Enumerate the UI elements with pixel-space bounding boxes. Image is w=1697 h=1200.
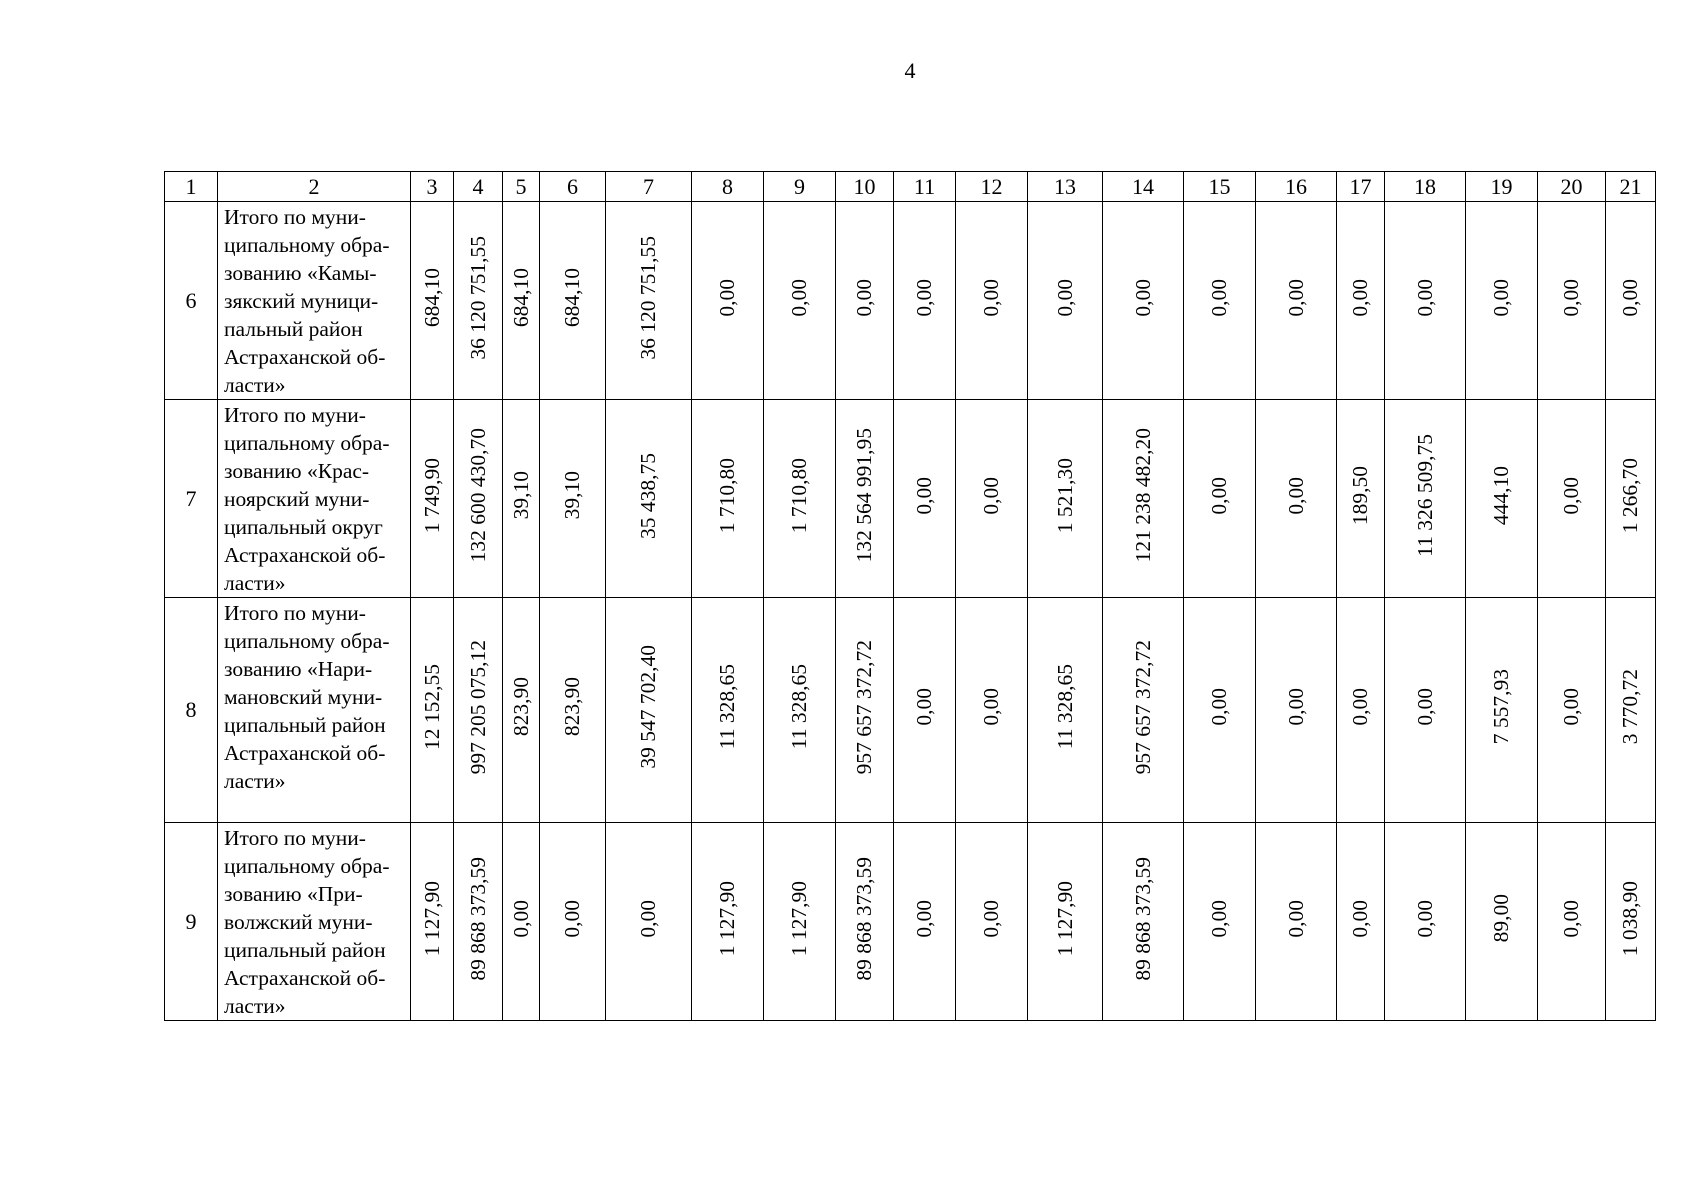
value-text: 0,00: [1130, 278, 1155, 317]
value-text: 684,10: [560, 267, 584, 328]
value-cell: [1466, 400, 1538, 598]
value-cell: [836, 202, 894, 400]
value-text: 1 127,90: [1052, 880, 1077, 957]
value-text: 0,00: [508, 899, 533, 938]
value-text: 132 564 991,95: [852, 428, 876, 563]
value-text: 89 868 373,59: [1130, 856, 1155, 981]
table-row: [165, 823, 1656, 1021]
value-text: 0,00: [715, 278, 739, 317]
value-cell: [1466, 202, 1538, 400]
value-cell: [1184, 823, 1256, 1021]
value-text: 444,10: [1489, 465, 1513, 526]
column-header: 12: [956, 172, 1028, 202]
value-text: 39 547 702,40: [636, 645, 660, 769]
column-header: 21: [1606, 172, 1656, 202]
value-text: 11 328,65: [1052, 664, 1077, 750]
value-text: 1 749,90: [419, 457, 444, 534]
column-header: 9: [764, 172, 836, 202]
value-text: 1 710,80: [787, 457, 811, 534]
value-text: 0,00: [1283, 476, 1308, 515]
column-header: 4: [454, 172, 503, 202]
value-cell: [1256, 202, 1337, 400]
value-text: 997 205 075,12: [465, 639, 490, 775]
value-cell: [1337, 823, 1385, 1021]
value-text: 0,00: [979, 899, 1003, 938]
value-cell: [1385, 202, 1466, 400]
page-number: 4: [904, 58, 916, 83]
value-text: 0,00: [912, 688, 936, 726]
value-cell: [606, 823, 692, 1021]
value-cell: [764, 598, 836, 823]
column-header: 15: [1184, 172, 1256, 202]
value-cell: [1466, 823, 1538, 1021]
value-cell: [606, 400, 692, 598]
value-text: 1 521,30: [1052, 457, 1077, 534]
value-text: 35 438,75: [636, 452, 660, 539]
value-text: 11 326 509,75: [1412, 434, 1437, 557]
municipality-name-cell: Итого по муни- ципальному обра- зованию «Крас- ноярский муни- ципальный округ Астраханской об- ласти»: [218, 400, 411, 598]
value-cell: [956, 400, 1028, 598]
value-cell: [540, 400, 606, 598]
value-text: 36 120 751,55: [636, 235, 660, 360]
value-cell: [1256, 400, 1337, 598]
value-text: 1 710,80: [715, 457, 739, 534]
value-text: 0,00: [1559, 476, 1583, 515]
municipality-name-cell: Итого по муни- ципальному обра- зованию «Камы- зякский муници- пальный район Астраханской об- ласти»: [218, 202, 411, 400]
value-cell: [692, 202, 764, 400]
municipality-name-cell: Итого по муни- ципальному обра- зованию «Нари- мановский муни- ципальный район Астраханской об- ласти»: [218, 598, 411, 823]
value-cell: [411, 400, 454, 598]
value-cell: [411, 598, 454, 823]
value-cell: [1337, 202, 1385, 400]
value-cell: [454, 598, 503, 823]
column-header: 8: [692, 172, 764, 202]
column-number-row: [165, 172, 1656, 202]
column-header: 14: [1103, 172, 1184, 202]
value-cell: [1028, 400, 1103, 598]
value-text: 0,00: [1559, 899, 1583, 938]
column-header: 10: [836, 172, 894, 202]
value-text: 1 127,90: [715, 880, 739, 957]
value-text: 0,00: [1283, 278, 1308, 317]
column-header: 7: [606, 172, 692, 202]
value-text: 957 657 372,72: [1130, 639, 1155, 775]
value-cell: [692, 823, 764, 1021]
value-cell: [1028, 598, 1103, 823]
value-text: 0,00: [560, 899, 584, 938]
value-text: 823,90: [560, 677, 584, 737]
column-header: 6: [540, 172, 606, 202]
value-cell: [1538, 598, 1606, 823]
value-cell: [836, 400, 894, 598]
value-cell: [454, 400, 503, 598]
column-header: 2: [218, 172, 411, 202]
value-text: 957 657 372,72: [852, 639, 876, 775]
value-text: 89,00: [1489, 894, 1513, 943]
value-text: 0,00: [636, 899, 660, 938]
value-text: 0,00: [1618, 278, 1642, 317]
column-header: 19: [1466, 172, 1538, 202]
value-cell: [894, 400, 956, 598]
value-text: 0,00: [852, 278, 876, 317]
value-cell: [1538, 202, 1606, 400]
value-text: 121 238 482,20: [1130, 428, 1155, 563]
value-cell: [1606, 202, 1656, 400]
value-cell: [692, 598, 764, 823]
municipality-name-cell: Итого по муни- ципальному обра- зованию «При- волжский муни- ципальный район Астраханской об- ласти»: [218, 823, 411, 1021]
value-cell: [1028, 202, 1103, 400]
value-cell: [606, 598, 692, 823]
value-cell: [1337, 400, 1385, 598]
value-text: 1 038,90: [1618, 880, 1642, 957]
value-cell: [1103, 202, 1184, 400]
value-text: 39,10: [508, 471, 533, 520]
value-cell: [764, 202, 836, 400]
column-header: 1: [165, 172, 218, 202]
value-text: 1 266,70: [1618, 457, 1642, 534]
value-text: 0,00: [912, 278, 936, 317]
value-cell: [1606, 400, 1656, 598]
value-cell: [1184, 598, 1256, 823]
value-cell: [1385, 400, 1466, 598]
value-text: 0,00: [979, 476, 1003, 515]
value-text: 36 120 751,55: [465, 235, 490, 360]
value-cell: [606, 202, 692, 400]
value-text: 0,00: [979, 278, 1003, 317]
value-cell: [894, 202, 956, 400]
value-text: 7 557,93: [1489, 669, 1513, 745]
row-number-cell: 6: [165, 202, 218, 400]
value-cell: [956, 823, 1028, 1021]
value-text: 0,00: [979, 688, 1003, 726]
column-header: 17: [1337, 172, 1385, 202]
value-cell: [836, 823, 894, 1021]
value-text: 132 600 430,70: [465, 428, 490, 563]
value-cell: [503, 823, 540, 1021]
value-cell: [540, 202, 606, 400]
value-text: 0,00: [1412, 899, 1437, 938]
value-cell: [454, 823, 503, 1021]
value-cell: [1028, 823, 1103, 1021]
value-text: 39,10: [560, 471, 584, 520]
value-cell: [1606, 598, 1656, 823]
value-text: 3 770,72: [1618, 669, 1642, 745]
value-text: 0,00: [1207, 899, 1231, 938]
value-text: 1 127,90: [419, 880, 444, 957]
value-text: 0,00: [1348, 899, 1372, 938]
value-cell: [894, 598, 956, 823]
value-cell: [411, 202, 454, 400]
value-text: 0,00: [1052, 278, 1077, 317]
value-text: 0,00: [1412, 688, 1437, 726]
value-cell: [1538, 400, 1606, 598]
data-table: [164, 171, 1656, 1021]
value-cell: [1256, 823, 1337, 1021]
value-cell: [503, 202, 540, 400]
value-text: 684,10: [419, 267, 444, 328]
value-text: 684,10: [508, 267, 533, 328]
column-header: 3: [411, 172, 454, 202]
row-number-cell: 9: [165, 823, 218, 1021]
value-cell: [1385, 823, 1466, 1021]
column-header: 13: [1028, 172, 1103, 202]
value-text: 0,00: [1559, 688, 1583, 726]
value-cell: [1385, 598, 1466, 823]
value-cell: [1103, 598, 1184, 823]
row-number-cell: 7: [165, 400, 218, 598]
value-cell: [503, 400, 540, 598]
value-text: 0,00: [1207, 476, 1231, 515]
value-cell: [692, 400, 764, 598]
column-header: 18: [1385, 172, 1466, 202]
value-text: 0,00: [1207, 688, 1231, 726]
value-text: 0,00: [1348, 688, 1372, 726]
value-text: 0,00: [912, 476, 936, 515]
value-text: 0,00: [787, 278, 811, 317]
table-row: [165, 202, 1656, 400]
value-cell: [1103, 400, 1184, 598]
value-cell: [764, 400, 836, 598]
table-body: [165, 202, 1656, 1021]
value-text: 0,00: [1489, 278, 1513, 317]
value-text: 1 127,90: [787, 880, 811, 957]
value-text: 89 868 373,59: [465, 856, 490, 981]
value-text: 823,90: [508, 677, 533, 737]
value-text: 0,00: [912, 899, 936, 938]
value-cell: [836, 598, 894, 823]
value-cell: [454, 202, 503, 400]
value-cell: [956, 598, 1028, 823]
value-cell: [1466, 598, 1538, 823]
value-cell: [411, 823, 454, 1021]
table-row: [165, 598, 1656, 823]
value-text: 89 868 373,59: [852, 856, 876, 981]
value-text: 0,00: [1412, 278, 1437, 317]
value-cell: [1256, 598, 1337, 823]
value-cell: [1606, 823, 1656, 1021]
value-text: 0,00: [1559, 278, 1583, 317]
value-text: 189,50: [1348, 465, 1372, 526]
column-header: 16: [1256, 172, 1337, 202]
column-header: 11: [894, 172, 956, 202]
value-cell: [540, 598, 606, 823]
value-cell: [503, 598, 540, 823]
column-header: 20: [1538, 172, 1606, 202]
value-text: 11 328,65: [787, 664, 811, 750]
value-text: 0,00: [1348, 278, 1372, 317]
column-header: 5: [503, 172, 540, 202]
row-number-cell: 8: [165, 598, 218, 823]
value-cell: [764, 823, 836, 1021]
value-cell: [540, 823, 606, 1021]
value-cell: [1184, 202, 1256, 400]
value-cell: [1184, 400, 1256, 598]
value-cell: [1538, 823, 1606, 1021]
value-cell: [956, 202, 1028, 400]
value-text: 0,00: [1207, 278, 1231, 317]
value-text: 11 328,65: [715, 664, 739, 750]
value-cell: [1337, 598, 1385, 823]
value-text: 12 152,55: [419, 664, 444, 750]
value-text: 0,00: [1283, 899, 1308, 938]
table-row: [165, 400, 1656, 598]
value-text: 0,00: [1283, 688, 1308, 726]
value-cell: [894, 823, 956, 1021]
value-cell: [1103, 823, 1184, 1021]
